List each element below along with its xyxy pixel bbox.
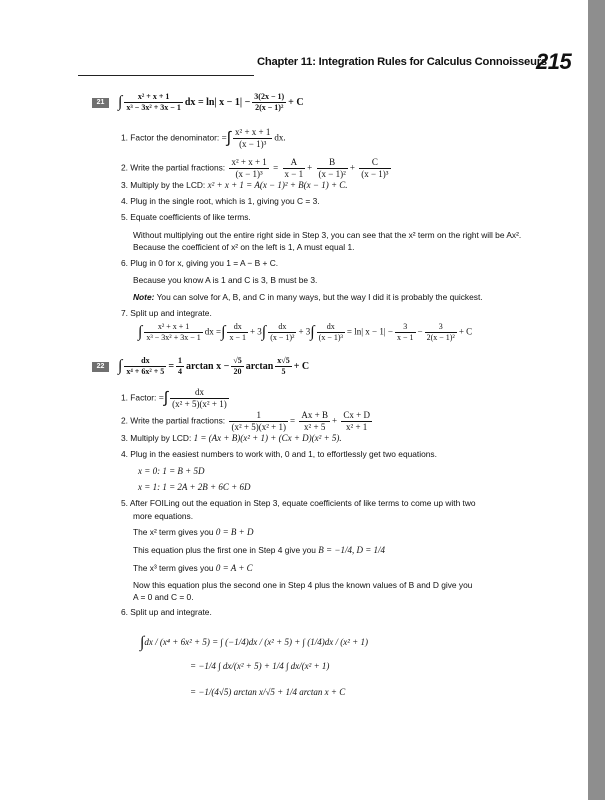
p21-note [133, 292, 553, 304]
header-rule [78, 75, 254, 76]
p21-step-1 [121, 128, 286, 149]
term-1 [299, 411, 330, 432]
p21-step-6-text: Because you know A is 1 and C is 3, B must be 3. [133, 275, 318, 285]
text: The x³ term gives you [133, 563, 214, 573]
denominator: (x − 1)³ [239, 139, 267, 149]
a-num: A [283, 158, 306, 169]
b-num: B [317, 158, 348, 169]
math: B = −1/4, D = 1/4 [318, 545, 386, 555]
r2-den: 2(x − 1)² [426, 333, 455, 342]
note-label: Note: [133, 292, 155, 302]
p21-step-3 [121, 181, 348, 190]
r2-num: 3 [425, 323, 457, 333]
term-3 [317, 323, 345, 342]
answer-denominator: 2(x − 1)² [255, 103, 284, 112]
answer-log: = ln| x − 1| − [197, 96, 251, 108]
problem-21-badge: 21 [92, 98, 109, 108]
equals: = [290, 415, 296, 426]
coef-2 [231, 357, 243, 376]
numerator: 1 [229, 411, 288, 422]
c-den: (x − 1)³ [361, 169, 389, 179]
lhs-fraction [229, 411, 288, 432]
term-2 [268, 323, 296, 342]
math: 0 = B + D [215, 527, 254, 537]
p21-final-equation: ∫ $\frac{\text{x² + x + 1}}{\text{x³ − 3x² + 3x − 1}}$ dx =∫ $\frac{dx}{x - 1}$ + 3∫ $\frac{dx}{\text{(x − 1)²}}$ + 3∫ $\frac{dx}{\text{(x − 1)³}}$ = ln| x − 1| − $\frac{3}{x - 1}$ − $\frac{3}{\text{2(x − 1)²}}$ + C [138, 322, 473, 342]
math: 0 = A + C [215, 563, 253, 573]
term-a [283, 158, 306, 179]
p22-line-1 [133, 527, 553, 539]
p22-eq-x1: x = 1: 1 = 2A + 2B + 6C + 6D [138, 482, 251, 492]
p22-line-5: A = 0 and C = 0. [133, 592, 194, 602]
problem-22-badge: 22 [92, 362, 109, 372]
p22-line-4: Now this equation plus the second one in Step 4 plus the known values of B and D give you [133, 580, 473, 590]
p22-line-2 [133, 545, 553, 557]
fraction [233, 128, 272, 149]
p22-step-5: 5. After FOILing out the equation in Step 3, equate coefficients of like terms to come up with two [121, 498, 476, 508]
r1-den: x − 1 [397, 333, 414, 342]
p21-step-5: 5. Equate coefficients of like terms. [121, 212, 251, 222]
c1-den: 4 [178, 367, 183, 376]
arctan-1: arctan x − [186, 360, 230, 372]
answer-numerator: 3(2x − 1) [254, 92, 285, 101]
t1-den: x² + 5 [304, 422, 326, 432]
equals: = [168, 360, 175, 372]
step-label: 1. Factor: [121, 392, 157, 403]
term-2 [341, 411, 372, 432]
constant: + C [458, 326, 473, 337]
result-2 [425, 323, 457, 342]
denominator: (x² + 5)(x² + 1) [172, 399, 227, 409]
t2-den: (x − 1)² [270, 333, 295, 342]
a2-num: x√5 [277, 356, 290, 365]
p22-step-6: 6. Split up and integrate. [121, 607, 212, 617]
t3-den: (x − 1)³ [318, 333, 343, 342]
text: This equation plus the first one in Step 4 give you [133, 545, 316, 555]
t1-den: x − 1 [229, 333, 246, 342]
term-b [317, 158, 348, 179]
numerator: x² + x + 1 [144, 323, 202, 333]
minus: − [417, 326, 423, 337]
p21-step-7: 7. Split up and integrate. [121, 308, 212, 318]
denominator: (x − 1)³ [235, 169, 263, 179]
page-header [0, 0, 588, 74]
arctan-2: arctan [245, 360, 274, 372]
denominator: (x² + 5)(x² + 1) [231, 422, 286, 432]
page-edge-bar [588, 0, 605, 800]
numerator: x² + x + 1 [124, 93, 182, 103]
p22-step-4: 4. Plug in the easiest numbers to work with, 0 and 1, to effortlessly get two equations. [121, 449, 437, 459]
dx-equals: dx = [204, 326, 222, 337]
page-number: 215 [536, 49, 572, 74]
dx: dx [184, 96, 196, 108]
equals: = [221, 132, 227, 143]
constant: + C [288, 96, 304, 108]
p22-line-3 [133, 563, 553, 575]
p22-final-row-1: ∫dx / (x⁴ + 6x² + 5) = ∫ (−1/4)dx / (x² + 5) + ∫ (1/4)dx / (x² + 1) [140, 634, 368, 651]
numerator: dx [170, 388, 229, 399]
chapter-title: Chapter 11: Integration Rules for Calculus Connoisseurs [257, 56, 547, 68]
dx: dx. [274, 132, 286, 143]
t2-den: x² + 1 [346, 422, 368, 432]
p22-step-5-cont: more equations. [133, 511, 194, 521]
c2-den: 20 [233, 367, 242, 376]
r1-num: 3 [395, 323, 416, 333]
p22-step-3 [121, 434, 342, 443]
p21-step-4: 4. Plug in the single root, which is 1, giving you C = 3. [121, 196, 320, 206]
plus-three: + 3 [298, 326, 311, 337]
step-math: x² + x + 1 = A(x − 1)² + B(x − 1) + C. [207, 180, 348, 190]
problem-22-statement: ∫ $\frac{dx}{\text{x⁴ + 6x² + 5}}$ = $\frac{1}{4}$ arctan x − $\frac{√5}{20}$ arctan $\frac{x√5}{5}$ + C [118, 356, 310, 376]
row-1-math: dx / (x⁴ + 6x² + 5) = ∫ (−1/4)dx / (x² + 5) + ∫ (1/4)dx / (x² + 1) [144, 637, 368, 648]
t1-num: dx [227, 323, 248, 333]
b-den: (x − 1)² [318, 169, 346, 179]
integrand-fraction [124, 93, 182, 112]
plus-three: + 3 [249, 326, 262, 337]
t3-num: dx [317, 323, 345, 333]
numerator: x² + x + 1 [231, 157, 267, 167]
step-label: 2. Write the partial fractions: [121, 162, 226, 173]
p22-step-2 [121, 411, 374, 432]
numerator: dx [124, 357, 166, 367]
answer-fraction [252, 93, 286, 112]
p21-step-6: 6. Plug in 0 for x, giving you 1 = A − B + C. [121, 258, 279, 268]
denominator: x³ − 3x² + 3x − 1 [146, 333, 201, 342]
t2-num: Cx + D [343, 410, 370, 420]
denominator: x⁴ + 6x² + 5 [126, 367, 165, 376]
equals: = [158, 392, 164, 403]
t1-num: Ax + B [301, 410, 328, 420]
p21-step-2: 2. Write the partial fractions: $\frac{\text{x² + x + 1}}{\text{(x − 1)³}}$ = $\frac{A}{x - 1}$ + $\frac{B}{\text{(x − 1)²}}$ + $\frac{C}{\text{(x − 1)³}}$ [121, 157, 389, 179]
integral-sign: ∫ [118, 93, 123, 111]
c2-num: √5 [233, 356, 242, 365]
a-den: x − 1 [284, 169, 304, 179]
integral-sign: ∫ [226, 129, 232, 147]
ln-term: = ln| x − 1| − [346, 326, 393, 337]
p22-final-row-2: = −1/4 ∫ dx/(x² + 5) + 1/4 ∫ dx/(x² + 1) [190, 661, 330, 671]
plus: + [331, 415, 338, 426]
text: The x² term gives you [133, 527, 214, 537]
p22-eq-x0: x = 0: 1 = B + 5D [138, 466, 205, 476]
p22-step-1: 1. Factor: =∫ $\frac{dx}{\text{(x² + 5)(x² + 1)}}$ [121, 387, 227, 409]
arg-2 [275, 357, 291, 376]
result-1 [395, 323, 416, 342]
fraction [170, 388, 229, 409]
coef-1 [176, 357, 184, 376]
p21-step-5-text: Without multiplying out the entire right side in Step 3, you can see that the x² term on the right will be Ax². Because the coefficient of x² on the left is 1, A must equal 1. [133, 230, 522, 252]
denominator: x³ − 3x² + 3x − 1 [126, 103, 181, 112]
step-label: 3. Multiply by the LCD: [121, 180, 206, 190]
step-label: 2. Write the partial fractions: [121, 415, 226, 426]
step-math: 1 = (Ax + B)(x² + 1) + (Cx + D)(x² + 5). [193, 433, 342, 443]
fraction [229, 158, 268, 179]
note-text: You can solve for A, B, and C in many ways, but the way I did it is probably the quickest. [156, 292, 483, 302]
a2-den: 5 [281, 367, 286, 376]
integrand [144, 323, 202, 342]
term-1 [227, 323, 248, 342]
numerator: x² + x + 1 [235, 127, 271, 137]
c1-num: 1 [178, 356, 183, 365]
constant: + C [293, 360, 310, 372]
term-c [359, 158, 390, 179]
step-label: 3. Multiply by LCD: [121, 433, 192, 443]
p22-final-row-3: = −1/(4√5) arctan x/√5 + 1/4 arctan x + C [190, 687, 346, 697]
problem-21-statement [118, 93, 304, 112]
c-num: C [359, 158, 390, 169]
t2-num: dx [268, 323, 296, 333]
step-label: 1. Factor the denominator: [121, 132, 220, 143]
integrand [124, 357, 166, 376]
